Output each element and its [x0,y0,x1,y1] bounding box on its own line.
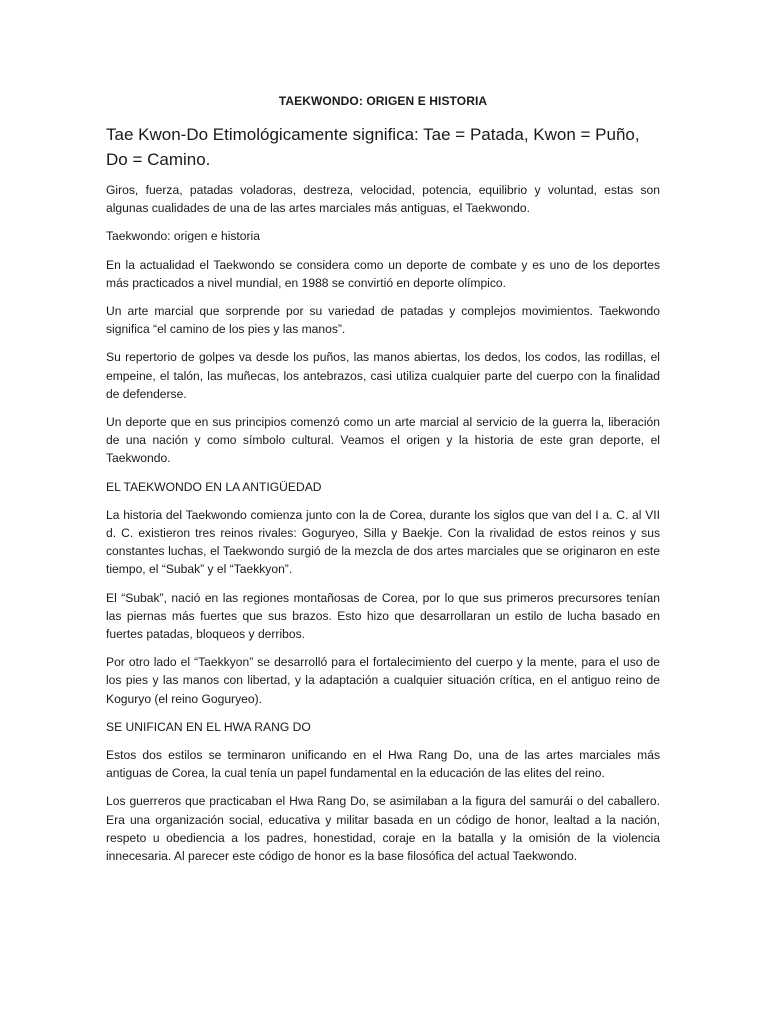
paragraph-strikes: Su repertorio de golpes va desde los puños, las manos abiertas, los dedos, los codos, las rodillas, el empeine, el talón, las muñecas, los antebrazos, casi utiliza cualquier parte del cuerpo con la finalidad de defenderse. [106,350,660,401]
paragraph-unification: Estos dos estilos se terminaron unificando en el Hwa Rang Do, una de las artes marciales más antiguas de Corea, la cual tenía un papel fundamental en la educación de las elites del reino. [106,748,660,781]
paragraph-warriors: Los guerreros que practicaban el Hwa Rang Do, se asimilaban a la figura del samurái o del caballero. Era una organización social, educativa y militar basada en un código de honor, lealtad a la nación, respeto u obediencia a los padres, honestidad, coraje en la batalla y la omisión de la violencia innecesaria. Al parecer este código de honor es la base filosófica del actual Taekwondo. [106,794,660,864]
document-title: TAEKWONDO: ORIGEN E HISTORIA [278,94,488,108]
etymology-subtitle [106,122,660,172]
document-body [106,181,660,875]
paragraph-korea-history: La historia del Taekwondo comienza junto con la de Corea, durante los siglos que van del I a. C. al VII d. C. existieron tres reinos rivales: Goguryeo, Silla y Baekje. Con la rivalidad de estos reinos y sus constantes luchas, el Taekwondo surgió de la mezcla de dos artes marciales que se originaron en este tiempo, el “Subak” y el “Taekkyon”. [106,507,660,577]
paragraph-taekkyon: Por otro lado el “Taekkyon” se desarrolló para el fortalecimiento del cuerpo y la mente, para el uso de los pies y las manos con libertad, y la adaptación a cualquier situación crítica, en el antiguo reino de Koguryo (el reino Goguryeo). [106,655,660,706]
subtitle-line-1: Tae Kwon-Do Etimológicamente significa: Tae = Patada, Kwon = Puño, [106,125,640,144]
paragraph-meaning: Un arte marcial que sorprende por su variedad de patadas y complejos movimientos. Taekwondo significa “el camino de los pies y las manos”. [106,304,660,337]
section-heading-hwa-rang-do: SE UNIFICAN EN EL HWA RANG DO [106,719,311,734]
section-heading-antiquity: EL TAEKWONDO EN LA ANTIGÜEDAD [106,479,322,494]
paragraph-intro: Giros, fuerza, patadas voladoras, destreza, velocidad, potencia, equilibrio y voluntad, estas son algunas cualidades de una de las artes marciales más antiguas, el Taekwondo. [106,183,660,216]
paragraph-subak: El “Subak”, nació en las regiones montañosas de Corea, por lo que sus primeros precursores tenían las piernas más fuertes que sus brazos. Esto hizo que desarrollaran un estilo de lucha basado en fuertes patadas, bloqueos y derribos. [106,590,660,642]
paragraph-olympic: En la actualidad el Taekwondo se considera como un deporte de combate y es uno de los deportes más practicados a nivel mundial, en 1988 se convirtió en deporte olímpico. [106,257,660,290]
paragraph-origin-label: Taekwondo: origen e historia [106,229,260,244]
paragraph-principles: Un deporte que en sus principios comenzó como un arte marcial al servicio de la guerra la, liberación de una nación y como símbolo cultural. Veamos el origen y la historia de este gran deporte, el Taekwondo. [106,415,660,466]
subtitle-line-2: Do = Camino. [106,150,211,169]
